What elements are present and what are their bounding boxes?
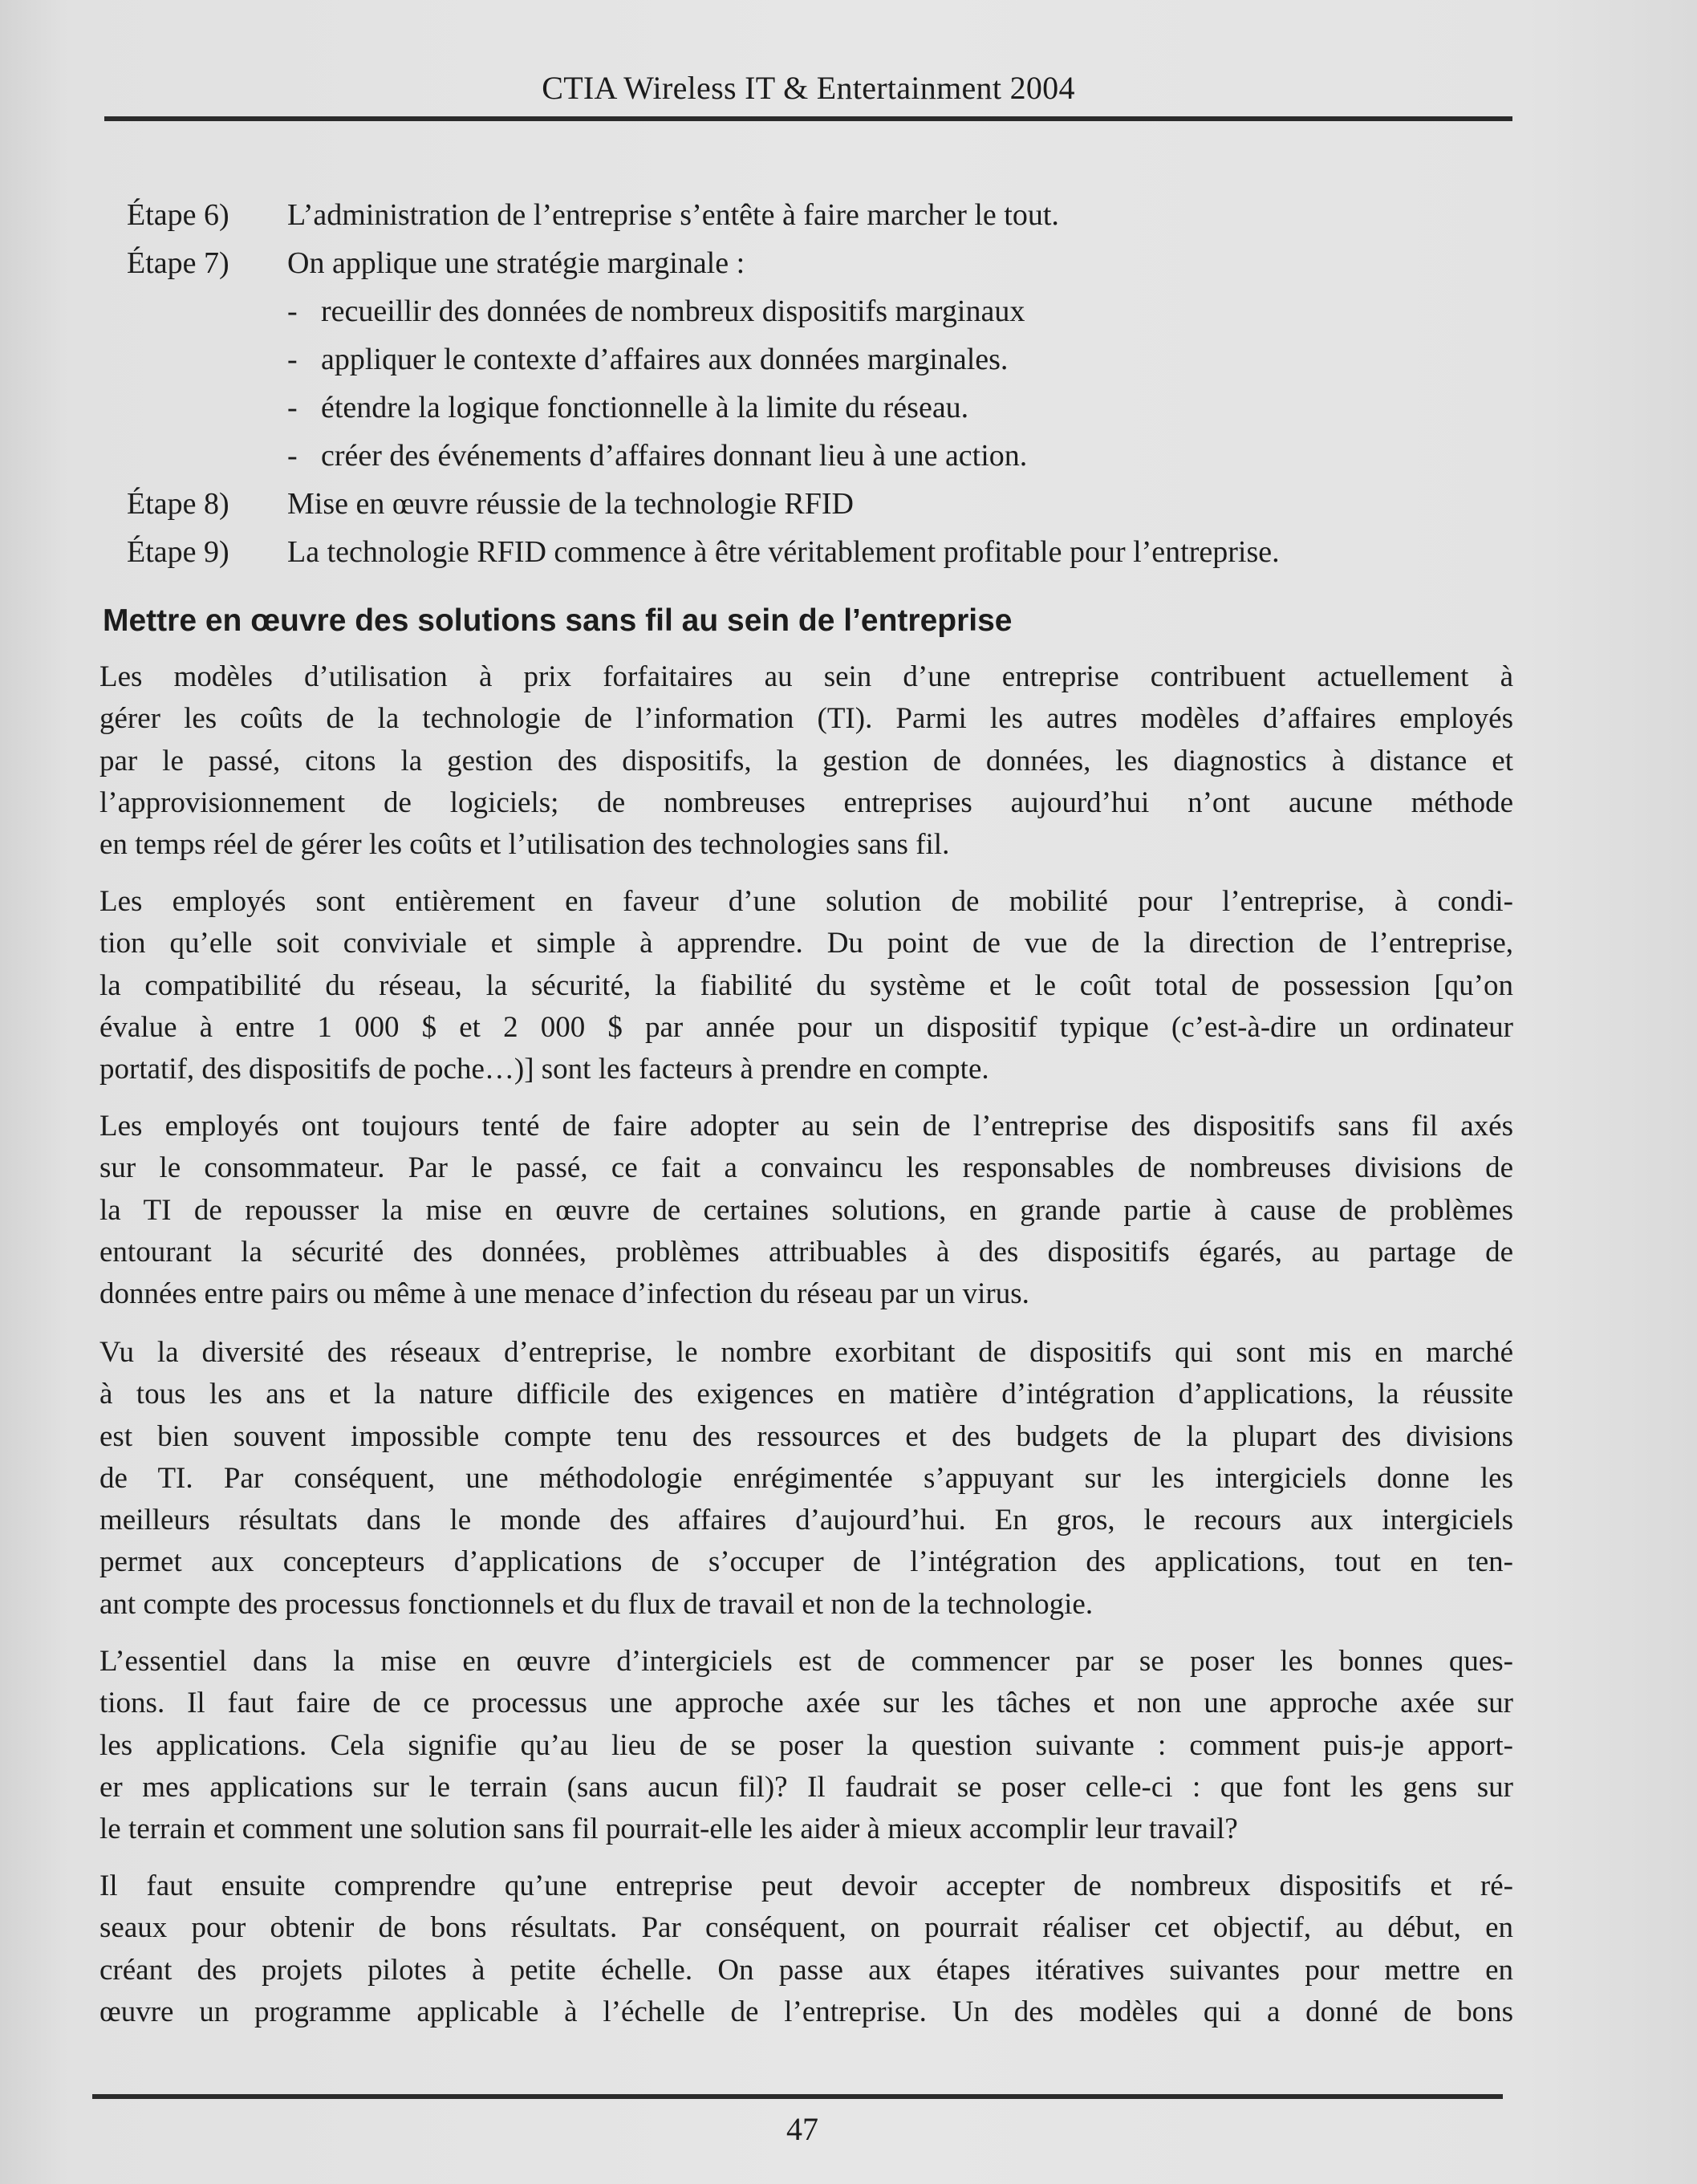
running-header: CTIA Wireless IT & Entertainment 2004 [542, 70, 1075, 106]
paragraph-line: meilleurs résultats dans le monde des affaires d’aujourd’hui. En gros, le recours aux intergiciels [99, 1504, 1513, 1537]
sub-list-text: créer des événements d’affaires donnant lieu à une action. [321, 439, 1028, 473]
paragraph-line: Les employés sont entièrement en faveur d’une solution de mobilité pour l’entreprise, à condi- [99, 885, 1513, 918]
footer-rule [92, 2094, 1503, 2099]
body-paragraph [99, 1332, 1513, 1626]
body-paragraph [99, 1106, 1513, 1315]
paragraph-line: seaux pour obtenir de bons résultats. Par conséquent, on pourrait réaliser cet objectif, au début, en [99, 1911, 1513, 1945]
paragraph-line: Les employés ont toujours tenté de faire adopter au sein de l’entreprise des dispositifs sans fil axés [99, 1110, 1513, 1143]
dash-bullet: - [287, 439, 298, 473]
paragraph-line: est bien souvent impossible compte tenu des ressources et des budgets de la plupart des divisions [99, 1419, 1513, 1453]
paragraph-line: la TI de repousser la mise en œuvre de certaines solutions, en grande partie à cause de problèmes [99, 1193, 1513, 1227]
paragraph-line: de TI. Par conséquent, une méthodologie enrégimentée s’appuyant sur les intergiciels donne les [99, 1461, 1513, 1495]
paragraph-line: ant compte des processus fonctionnels et du flux de travail et non de la technologie. [99, 1587, 1094, 1621]
paragraph-line: créant des projets pilotes à petite échelle. On passe aux étapes itératives suivantes pour mettre en [99, 1953, 1513, 1987]
paragraph-line: Vu la diversité des réseaux d’entreprise, le nombre exorbitant de dispositifs qui sont mis en marché [99, 1336, 1513, 1369]
paragraph-line: portatif, des dispositifs de poche…)] sont les facteurs à prendre en compte. [99, 1053, 989, 1086]
step-sub-list [127, 294, 1507, 486]
sub-list-text: appliquer le contexte d’affaires aux données marginales. [321, 343, 1009, 376]
paragraph-line: tion qu’elle soit conviviale et simple à apprendre. Du point de vue de la direction de l’entreprise, [99, 927, 1513, 960]
paragraph-line: l’approvisionnement de logiciels; de nombreuses entreprises aujourd’hui n’ont aucune méthode [99, 786, 1513, 819]
sub-list-item [127, 294, 1507, 342]
paragraph-line: Les modèles d’utilisation à prix forfaitaires au sein d’une entreprise contribuent actuellement à [99, 660, 1513, 693]
dash-bullet: - [287, 294, 298, 328]
sub-list-item [127, 342, 1507, 390]
paragraph-line: Il faut ensuite comprendre qu’une entreprise peut devoir accepter de nombreux dispositifs et ré- [99, 1869, 1513, 1902]
step-item [127, 246, 1507, 294]
section-heading: Mettre en œuvre des solutions sans fil au sein de l’entreprise [103, 603, 1013, 638]
step-item [127, 534, 1507, 583]
paragraph-line: évalue à entre 1 000 $ et 2 000 $ par année pour un dispositif typique (c’est-à-dire un ordinateur [99, 1010, 1513, 1044]
paragraph-line: en temps réel de gérer les coûts et l’utilisation des technologies sans fil. [99, 828, 950, 862]
step-text: La technologie RFID commence à être véritablement profitable pour l’entreprise. [287, 535, 1280, 569]
paragraph-line: er mes applications sur le terrain (sans aucun fil)? Il faudrait se poser celle-ci : que font les gens sur [99, 1770, 1513, 1804]
paragraph-line: le terrain et comment une solution sans fil pourrait-elle les aider à mieux accomplir leur travail? [99, 1813, 1238, 1846]
step-label: Étape 9) [127, 535, 229, 569]
paragraph-line: données entre pairs ou même à une menace d’infection du réseau par un virus. [99, 1277, 1029, 1311]
step-list [127, 197, 1507, 583]
body-paragraph [99, 1865, 1513, 2033]
step-label: Étape 7) [127, 246, 229, 280]
paragraph-line: les applications. Cela signifie qu’au lieu de se poser la question suivante : comment puis-je apport- [99, 1728, 1513, 1762]
body-paragraph [99, 1641, 1513, 1850]
dash-bullet: - [287, 391, 298, 424]
paragraph-line: L’essentiel dans la mise en œuvre d’intergiciels est de commencer par se poser les bonnes ques- [99, 1645, 1513, 1678]
step-text: On applique une stratégie marginale : [287, 246, 745, 280]
paragraph-line: par le passé, citons la gestion des dispositifs, la gestion de données, les diagnostics à distance et [99, 744, 1513, 777]
body-paragraph [99, 656, 1513, 866]
paragraph-line: permet aux concepteurs d’applications de s’occuper de l’intégration des applications, tout en ten- [99, 1545, 1513, 1579]
step-label: Étape 8) [127, 487, 229, 521]
sub-list-item [127, 390, 1507, 438]
step-label: Étape 6) [127, 198, 229, 232]
dash-bullet: - [287, 343, 298, 376]
step-item [127, 197, 1507, 246]
paragraph-line: tions. Il faut faire de ce processus une approche axée sur les tâches et non une approche axée sur [99, 1687, 1513, 1720]
step-text: Mise en œuvre réussie de la technologie RFID [287, 487, 854, 521]
step-text: L’administration de l’entreprise s’entête à faire marcher le tout. [287, 198, 1059, 232]
paragraph-line: entourant la sécurité des données, problèmes attribuables à des dispositifs égarés, au partage de [99, 1235, 1513, 1269]
sub-list-text: étendre la logique fonctionnelle à la limite du réseau. [321, 391, 969, 424]
body-paragraph [99, 881, 1513, 1090]
paragraph-line: gérer les coûts de la technologie de l’information (TI). Parmi les autres modèles d’affaires employés [99, 702, 1513, 736]
step-item [127, 486, 1507, 534]
paragraph-line: à tous les ans et la nature difficile des exigences en matière d’intégration d’applications, la réussite [99, 1378, 1513, 1411]
page-number: 47 [786, 2111, 818, 2147]
paragraph-line: œuvre un programme applicable à l’échelle de l’entreprise. Un des modèles qui a donné de bons [99, 1995, 1513, 2028]
paragraph-line: la compatibilité du réseau, la sécurité, la fiabilité du système et le coût total de possession [qu’on [99, 968, 1513, 1002]
sub-list-text: recueillir des données de nombreux dispositifs marginaux [321, 294, 1025, 328]
sub-list-item [127, 438, 1507, 486]
paragraph-line: sur le consommateur. Par le passé, ce fait a convaincu les responsables de nombreuses divisions de [99, 1151, 1513, 1185]
header-rule [104, 116, 1512, 121]
